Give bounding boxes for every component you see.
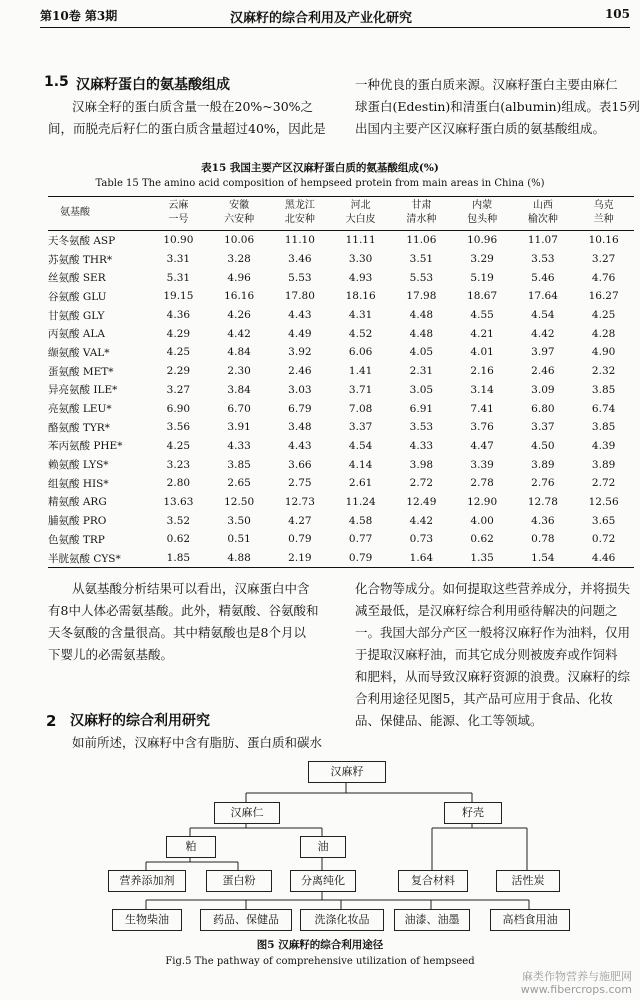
table-cell: 4.29 [166, 327, 191, 340]
table-cell: 4.39 [591, 439, 616, 452]
table-cell: 3.53 [531, 253, 555, 266]
table-cell: 3.65 [591, 514, 616, 527]
figure-caption-en: Fig.5 The pathway of comprehensive utilization of hempseed [165, 956, 475, 967]
table-cell: 3.39 [470, 458, 494, 471]
table-cell: 2.72 [409, 477, 434, 490]
table-cell: 3.28 [227, 253, 251, 266]
table-cell: 2.31 [409, 365, 434, 378]
table-row [48, 343, 634, 362]
table-cell: 7.41 [470, 402, 494, 415]
table-cell: 3.98 [409, 458, 434, 471]
running-title: 汉麻籽的综合利用及产业化研究 [230, 11, 413, 26]
table-cell: 4.52 [348, 327, 373, 340]
table-cell: 4.58 [348, 514, 373, 527]
table-cell: 4.43 [288, 309, 312, 322]
node-cosmetics: 洗涤化妆品 [300, 909, 384, 931]
table-cell: 4.76 [591, 271, 616, 284]
table-cell: 19.15 [163, 290, 194, 303]
table-cell: 2.29 [166, 365, 191, 378]
node-composite: 复合材料 [398, 870, 468, 892]
table-cell: 4.31 [348, 309, 373, 322]
table-cell: 2.32 [591, 365, 616, 378]
table-cell: 11.11 [345, 234, 376, 247]
amino-acid-table [48, 196, 634, 568]
table-cell: 11.06 [406, 234, 437, 247]
table-cell: 2.75 [288, 477, 312, 490]
table-cell: 12.90 [467, 495, 498, 508]
para-line: 品、保健品、能源、化工等领域。 [355, 713, 543, 728]
section-2-text: 如前所述，汉麻籽中含有脂肪、蛋白质和碳水 [72, 735, 323, 750]
table-cell: 4.33 [227, 439, 251, 452]
para-line: 天冬氨酸的含量很高。其中精氨酸也是8个月以 [48, 625, 306, 640]
table-cell: 0.72 [591, 533, 616, 546]
node-premium-oil: 高档食用油 [490, 909, 570, 931]
table-row [48, 474, 634, 493]
para-line: 汉麻全籽的蛋白质含量一般在20%~30%之 [72, 99, 314, 114]
table-cell: 4.36 [166, 309, 191, 322]
table-cell: 3.91 [227, 421, 251, 434]
node-paint-ink: 油漆、油墨 [394, 909, 470, 931]
table-cell: 11.10 [284, 234, 315, 247]
table-cell: 4.33 [409, 439, 434, 452]
table-cell: 0.77 [348, 533, 373, 546]
section-2-title: 汉麻籽的综合利用研究 [70, 713, 210, 729]
table-cell: 3.03 [288, 383, 312, 396]
node-oil: 油 [300, 836, 346, 858]
table-cell: 4.14 [348, 458, 373, 471]
amino-acid-name: 苯丙氨酸 PHE* [48, 440, 123, 453]
table-cell: 13.63 [163, 495, 194, 508]
table-cell: 3.53 [409, 421, 434, 434]
table-cell: 1.85 [166, 552, 191, 565]
column-header: 云麻 一号 [168, 200, 189, 225]
table-cell: 0.62 [166, 533, 191, 546]
amino-acid-name: 赖氨酸 LYS* [48, 459, 109, 472]
table-cell: 0.73 [409, 533, 434, 546]
table-cell: 0.62 [470, 533, 494, 546]
table-cell: 4.54 [348, 439, 373, 452]
table-cell: 3.14 [470, 383, 494, 396]
table-cell: 2.30 [227, 365, 251, 378]
table-cell: 4.25 [166, 346, 191, 359]
table-row [48, 268, 634, 287]
table-cell: 12.50 [224, 495, 255, 508]
table-row [48, 306, 634, 325]
column-header: 安徽 六安种 [224, 200, 255, 225]
section-1-5-right-text [355, 74, 640, 140]
table-cell: 12.49 [406, 495, 437, 508]
amino-acid-name: 缬氨酸 VAL* [48, 346, 110, 359]
journal-volume: 第10卷 第3期 [40, 9, 118, 23]
table-cell: 6.74 [591, 402, 616, 415]
table-row [48, 250, 634, 269]
table-cell: 7.08 [348, 402, 373, 415]
column-header: 黑龙江 北安种 [284, 200, 315, 225]
table-cell: 4.88 [227, 552, 251, 565]
node-biodiesel: 生物柴油 [112, 909, 182, 931]
table-cell: 5.19 [470, 271, 494, 284]
para-line: 间，而脱壳后籽仁的蛋白质含量超过40%，因此是 [48, 121, 326, 136]
table-cell: 11.24 [345, 495, 376, 508]
amino-acid-name: 蛋氨酸 MET* [48, 365, 114, 378]
amino-acid-analysis-text [48, 578, 340, 666]
para-line: 球蛋白(Edestin)和清蛋白(albumin)组成。表15列 [355, 99, 640, 114]
amino-acid-name: 半胱氨酸 CYS* [48, 552, 121, 565]
table-cell: 4.55 [470, 309, 494, 322]
table-cell: 1.64 [409, 552, 434, 565]
table-cell: 0.79 [348, 552, 373, 565]
table-cell: 2.76 [531, 477, 555, 490]
table-cell: 3.92 [288, 346, 312, 359]
table-cell: 4.42 [227, 327, 251, 340]
table-cell: 4.21 [470, 327, 494, 340]
table-cell: 4.93 [348, 271, 373, 284]
table-cell: 4.42 [409, 514, 434, 527]
table-cell: 12.56 [588, 495, 619, 508]
table-cell: 3.37 [348, 421, 373, 434]
table-cell: 6.80 [531, 402, 555, 415]
table-cell: 4.48 [409, 309, 434, 322]
table-cell: 4.84 [227, 346, 251, 359]
para-line: 减至最低，是汉麻籽综合利用亟待解决的问题之 [355, 603, 618, 618]
table-caption-en: Table 15 The amino acid composition of hempseed protein from main areas in China (%) [95, 178, 545, 189]
table-cell: 2.16 [470, 365, 494, 378]
table-cell: 4.47 [470, 439, 494, 452]
table-cell: 2.46 [531, 365, 555, 378]
table-cell: 5.46 [531, 271, 555, 284]
node-kernel: 汉麻仁 [214, 802, 280, 824]
node-shell: 籽壳 [444, 802, 502, 824]
table-cell: 16.16 [224, 290, 255, 303]
table-cell: 3.56 [166, 421, 191, 434]
table-row [48, 362, 634, 381]
table-cell: 2.46 [288, 365, 312, 378]
column-header: 甘肃 清水种 [406, 200, 437, 225]
table-cell: 18.16 [345, 290, 376, 303]
table-cell: 18.67 [467, 290, 498, 303]
corner-header: 氨基酸 [60, 207, 90, 218]
watermark-url: www.fibercrops.com [520, 983, 632, 996]
table-cell: 17.64 [527, 290, 558, 303]
section-1-5-title: 汉麻籽蛋白的氨基酸组成 [76, 77, 230, 93]
table-cell: 10.06 [224, 234, 255, 247]
table-row [48, 324, 634, 343]
table-cell: 5.53 [409, 271, 434, 284]
table-cell: 6.06 [348, 346, 373, 359]
table-cell: 4.26 [227, 309, 251, 322]
section-1-5-number: 1.5 [44, 74, 69, 90]
table-cell: 4.01 [470, 346, 494, 359]
node-meal: 粕 [166, 836, 216, 858]
amino-acid-name: 亮氨酸 LEU* [48, 403, 112, 416]
table-cell: 3.37 [531, 421, 555, 434]
table-cell: 4.28 [591, 327, 616, 340]
amino-acid-name: 丝氨酸 SER [48, 272, 106, 285]
node-activated-carbon: 活性炭 [496, 870, 560, 892]
table-cell: 3.71 [348, 383, 373, 396]
table-cell: 3.85 [591, 421, 616, 434]
table-cell: 3.89 [531, 458, 555, 471]
para-line: 有8中人体必需氨基酸。此外，精氨酸、谷氨酸和 [48, 603, 319, 618]
table-header-row [48, 197, 634, 231]
table-cell: 3.84 [227, 383, 251, 396]
node-hempseed: 汉麻籽 [308, 761, 386, 783]
para-line: 出国内主要产区汉麻籽蛋白质的氨基酸组成。 [355, 121, 606, 136]
table-cell: 12.73 [284, 495, 315, 508]
table-cell: 0.78 [531, 533, 555, 546]
table-row [48, 287, 634, 306]
table-cell: 4.49 [288, 327, 312, 340]
para-line: 和肥料，从而导致汉麻籽资源的浪费。汉麻籽的综 [355, 669, 631, 684]
table-cell: 11.07 [527, 234, 558, 247]
table-row [48, 511, 634, 530]
amino-acid-name: 苏氨酸 THR* [48, 253, 113, 266]
table-cell: 12.78 [527, 495, 558, 508]
table-row [48, 418, 634, 437]
amino-acid-name: 甘氨酸 GLY [48, 309, 105, 322]
table-caption-cn: 表15 我国主要产区汉麻籽蛋白质的氨基酸组成(%) [201, 162, 439, 174]
para-line: 一种优良的蛋白质来源。汉麻籽蛋白主要由麻仁 [355, 77, 618, 92]
table-cell: 10.90 [163, 234, 194, 247]
table-cell: 3.89 [591, 458, 616, 471]
table-cell: 4.90 [591, 346, 616, 359]
node-separation: 分离纯化 [290, 870, 356, 892]
amino-acid-name: 组氨酸 HIS* [48, 477, 109, 490]
utilization-text-right [355, 578, 640, 732]
table-cell: 3.09 [531, 383, 555, 396]
table-cell: 3.97 [531, 346, 555, 359]
para-line: 于提取汉麻籽油，而其它成分则被废弃或作饲料 [355, 647, 618, 662]
table-row [48, 549, 634, 568]
table-cell: 2.65 [227, 477, 251, 490]
table-row [48, 455, 634, 474]
table-cell: 2.78 [470, 477, 494, 490]
amino-acid-name: 异亮氨酸 ILE* [48, 384, 118, 397]
table-cell: 4.46 [591, 552, 616, 565]
para-line: 一。我国大部分产区一般将汉麻籽作为油料，仅用 [355, 625, 631, 640]
column-header: 河北 大白皮 [345, 200, 376, 225]
table-cell: 3.30 [348, 253, 373, 266]
node-pharma: 药品、保健品 [200, 909, 292, 931]
table-cell: 1.41 [348, 365, 373, 378]
table-cell: 2.72 [591, 477, 616, 490]
para-line: 从氨基酸分析结果可以看出，汉麻蛋白中含 [72, 581, 310, 596]
table-row [48, 530, 634, 549]
table-cell: 3.52 [166, 514, 191, 527]
table-cell: 16.27 [588, 290, 619, 303]
table-cell: 4.43 [288, 439, 312, 452]
node-nutrition-additive: 营养添加剂 [108, 870, 186, 892]
para-line: 合利用途径见图5，其产品可应用于食品、化妆 [355, 691, 613, 706]
node-protein-powder: 蛋白粉 [206, 870, 272, 892]
table-cell: 10.16 [588, 234, 619, 247]
table-row [48, 437, 634, 456]
table-cell: 3.50 [227, 514, 251, 527]
table-cell: 0.79 [288, 533, 312, 546]
table-cell: 6.79 [288, 402, 312, 415]
table-cell: 5.53 [288, 271, 312, 284]
figure-caption-cn: 图5 汉麻籽的综合利用途径 [256, 939, 384, 951]
amino-acid-name: 色氨酸 TRP [48, 533, 105, 546]
table-cell: 3.85 [227, 458, 251, 471]
table-cell: 17.98 [406, 290, 437, 303]
section-1-5-left-text [48, 96, 340, 140]
table-cell: 4.54 [531, 309, 555, 322]
table-cell: 3.31 [166, 253, 191, 266]
table-cell: 3.27 [166, 383, 191, 396]
para-line: 化合物等成分。如何提取这些营养成分，并将损失 [355, 581, 631, 596]
table-row [48, 399, 634, 418]
page-number: 105 [604, 7, 630, 21]
table-cell: 3.27 [591, 253, 616, 266]
watermark-site-name: 麻类作物营养与施肥网 [522, 970, 632, 983]
para-line: 下婴儿的必需氨基酸。 [48, 647, 174, 662]
table-cell: 4.25 [166, 439, 191, 452]
table-cell: 3.29 [470, 253, 494, 266]
table-cell: 3.66 [288, 458, 312, 471]
table-cell: 2.19 [288, 552, 312, 565]
table-row [48, 231, 634, 250]
table-cell: 10.96 [467, 234, 498, 247]
amino-acid-name: 谷氨酸 GLU [48, 290, 107, 303]
table-cell: 4.05 [409, 346, 434, 359]
column-header: 乌克 兰种 [593, 200, 614, 225]
section-2-number: 2 [46, 712, 57, 730]
table-row [48, 493, 634, 512]
table-cell: 4.96 [227, 271, 251, 284]
header-rule [40, 27, 630, 28]
amino-acid-name: 酪氨酸 TYR* [48, 421, 110, 434]
table-cell: 3.48 [288, 421, 312, 434]
table-cell: 3.85 [591, 383, 616, 396]
table-cell: 4.50 [531, 439, 555, 452]
table-cell: 1.35 [470, 552, 494, 565]
table-cell: 1.54 [531, 552, 555, 565]
amino-acid-name: 天冬氨酸 ASP [48, 234, 116, 247]
table-row [48, 381, 634, 400]
table-cell: 3.05 [409, 383, 434, 396]
table-cell: 2.61 [348, 477, 373, 490]
amino-acid-name: 丙氨酸 ALA [48, 328, 105, 341]
table-cell: 4.25 [591, 309, 616, 322]
amino-acid-name: 脯氨酸 PRO [48, 515, 107, 528]
table-cell: 6.90 [166, 402, 191, 415]
table-cell: 2.80 [166, 477, 191, 490]
table-cell: 6.91 [409, 402, 434, 415]
table-cell: 4.48 [409, 327, 434, 340]
table-cell: 3.76 [470, 421, 494, 434]
table-cell: 4.00 [470, 514, 494, 527]
table-cell: 3.51 [409, 253, 434, 266]
table-cell: 3.23 [166, 458, 191, 471]
table-cell: 6.70 [227, 402, 251, 415]
column-header: 山西 榆次种 [527, 200, 558, 225]
table-cell: 4.42 [531, 327, 555, 340]
column-header: 内蒙 包头种 [467, 200, 498, 225]
table-cell: 3.46 [288, 253, 312, 266]
table-cell: 5.31 [166, 271, 191, 284]
table-cell: 4.27 [288, 514, 312, 527]
table-cell: 0.51 [227, 533, 251, 546]
table-cell: 17.80 [284, 290, 315, 303]
table-cell: 4.36 [531, 514, 555, 527]
amino-acid-name: 精氨酸 ARG [48, 496, 107, 509]
